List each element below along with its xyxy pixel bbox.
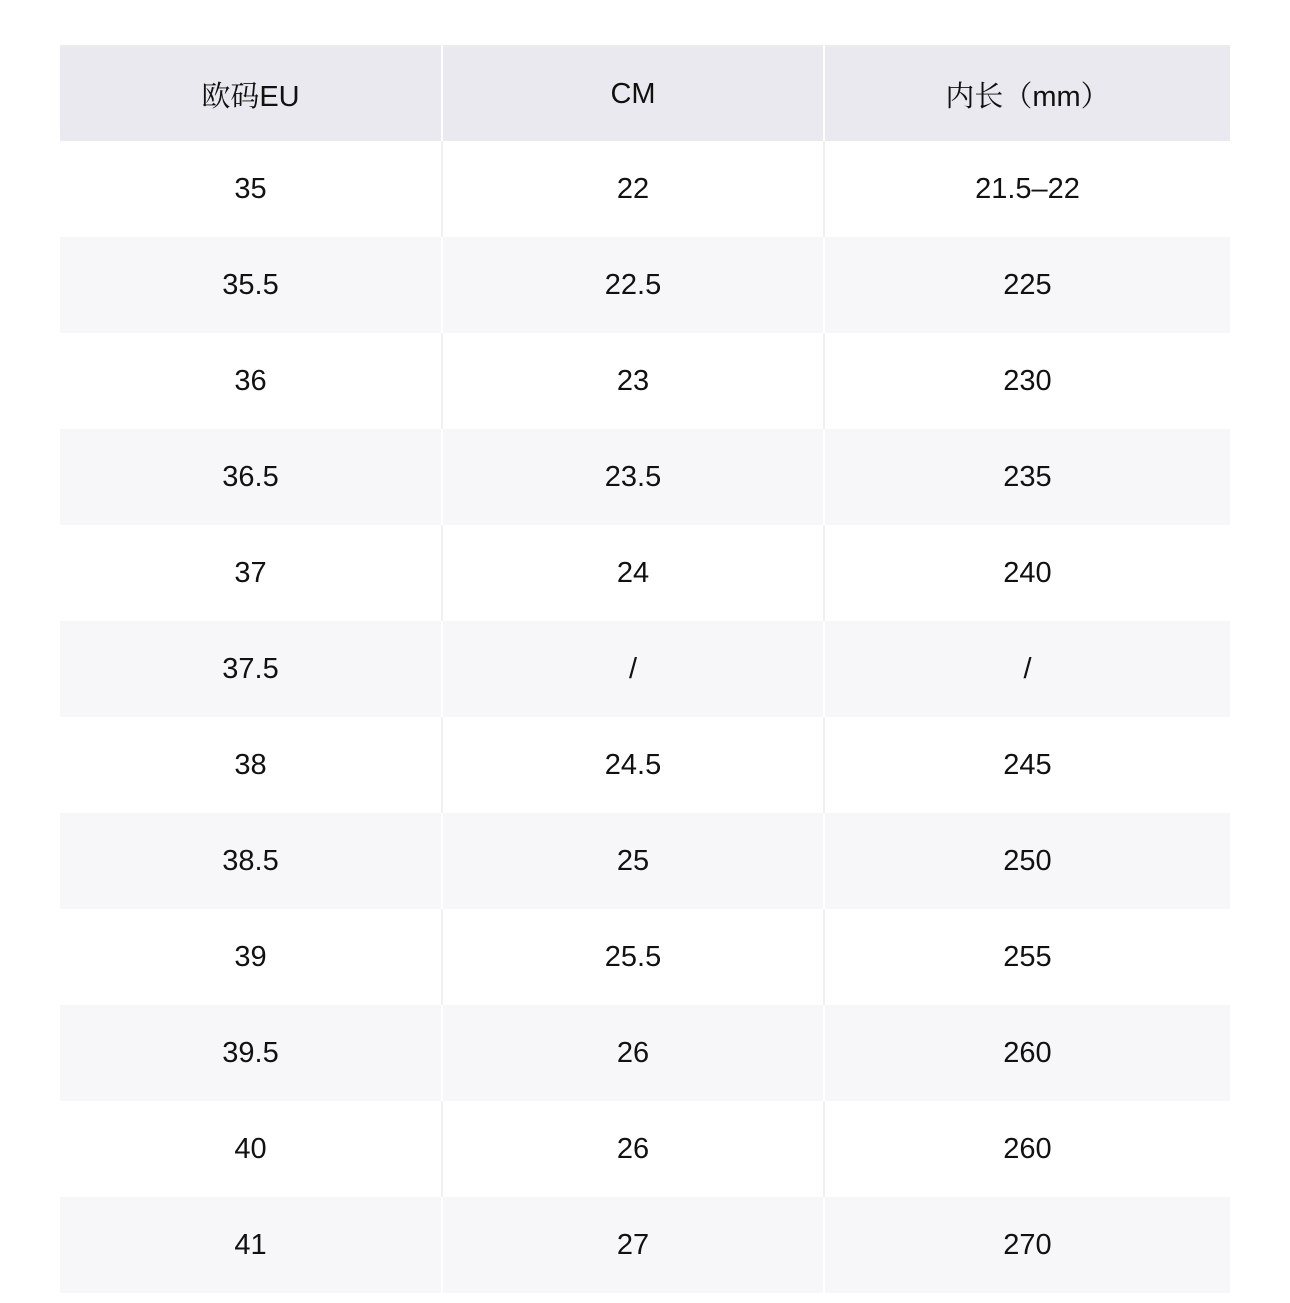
header-eu-size: 欧码EU: [60, 46, 442, 141]
table-row: [60, 429, 1230, 525]
cell-eu-size: 38: [60, 717, 442, 813]
table-row: [60, 525, 1230, 621]
cell-inner-length: 240: [1003, 556, 1052, 589]
table-row: [60, 909, 1230, 1005]
cell-eu-size: 38.5: [60, 813, 442, 909]
table-row: [60, 1197, 1230, 1293]
table-row: [60, 717, 1230, 813]
cell-inner-length: 250: [1003, 844, 1052, 877]
cell-cm: 26: [442, 1101, 824, 1197]
cell-cm: 24.5: [442, 717, 824, 813]
cell-cm: 25.5: [442, 909, 824, 1005]
cell-eu-size: 40: [60, 1101, 442, 1197]
cell-inner-length: 260: [1003, 1132, 1052, 1165]
cell-inner-length: 245: [1003, 748, 1052, 781]
size-chart-table: [60, 45, 1230, 1293]
cell-eu-size: 36: [60, 333, 442, 429]
cell-eu-size: 37.5: [60, 621, 442, 717]
cell-eu-size: 35: [60, 141, 442, 237]
table-body: [60, 141, 1230, 1293]
table-row: [60, 813, 1230, 909]
cell-eu-size: 39: [60, 909, 442, 1005]
cell-eu-size: 37: [60, 525, 442, 621]
cell-cm: 22.5: [442, 237, 824, 333]
cell-cm: 24: [442, 525, 824, 621]
cell-inner-length: 230: [1003, 364, 1052, 397]
cell-inner-length: 21.5–22: [975, 172, 1080, 205]
cell-inner-length: 255: [1003, 940, 1052, 973]
table-header: [60, 46, 1230, 141]
header-row: [60, 46, 1230, 141]
table-row: [60, 1005, 1230, 1101]
cell-cm: 25: [442, 813, 824, 909]
cell-inner-length: 235: [1003, 460, 1052, 493]
cell-inner-length: 270: [1003, 1228, 1052, 1261]
cell-inner-length: /: [1023, 652, 1032, 685]
cell-cm: 23.5: [442, 429, 824, 525]
header-inner-length: 内长（mm）: [824, 46, 1230, 141]
cell-cm: 22: [442, 141, 824, 237]
table-row: [60, 141, 1230, 237]
table-row: [60, 621, 1230, 717]
table-row: [60, 237, 1230, 333]
table-row: [60, 333, 1230, 429]
cell-eu-size: 41: [60, 1197, 442, 1293]
header-cm: CM: [442, 46, 824, 141]
table-row: [60, 1101, 1230, 1197]
cell-inner-length: 260: [1003, 1036, 1052, 1069]
cell-inner-length: 225: [1003, 268, 1052, 301]
cell-cm: 26: [442, 1005, 824, 1101]
cell-eu-size: 35.5: [60, 237, 442, 333]
cell-cm: 23: [442, 333, 824, 429]
cell-cm: 27: [442, 1197, 824, 1293]
cell-eu-size: 39.5: [60, 1005, 442, 1101]
cell-eu-size: 36.5: [60, 429, 442, 525]
cell-cm: /: [442, 621, 824, 717]
